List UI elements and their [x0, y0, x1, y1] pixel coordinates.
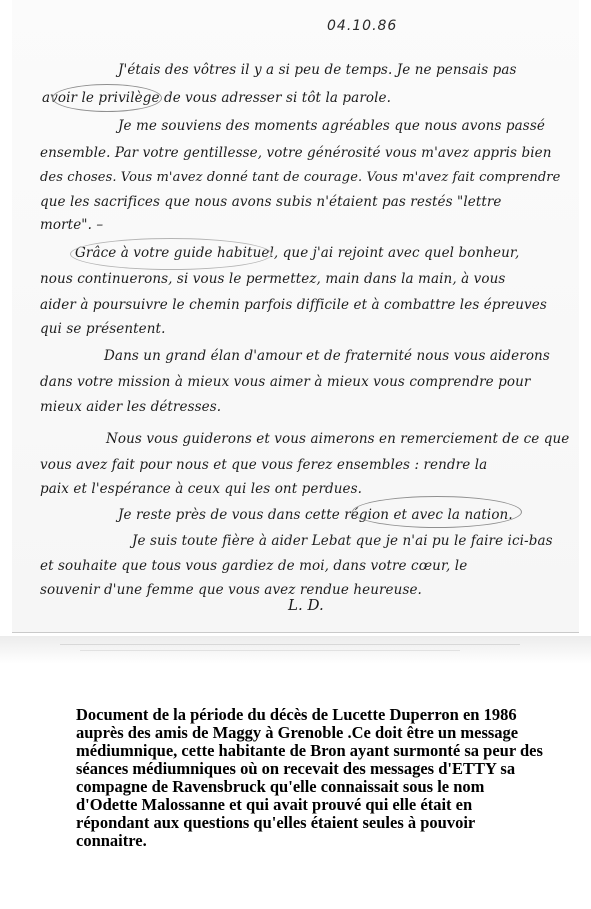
caption-line: connaitre.	[76, 831, 147, 850]
letter-line: Je reste près de vous dans cette région et avec la nation.	[118, 507, 513, 523]
letter-line: Je me souviens des moments agréables que nous avons passé	[118, 118, 545, 134]
letter-line: Je suis toute fière à aider Lebat que je n'ai pu le faire ici-bas	[132, 533, 553, 549]
letter-date: 04.10.86	[327, 18, 398, 34]
letter-line: paix et l'espérance à ceux qui les ont perdues.	[40, 481, 363, 497]
caption-line: Document de la période du décès de Lucette Duperron en 1986	[76, 705, 517, 724]
caption-line: médiumnique, cette habitante de Bron ayant surmonté sa peur des	[76, 741, 543, 760]
letter-line: avoir le privilège de vous adresser si tôt la parole.	[42, 90, 391, 106]
letter-line: dans votre mission à mieux vous aimer à mieux vous comprendre pour	[40, 374, 531, 390]
letter-line: vous avez fait pour nous et que vous ferez ensembles : rendre la	[40, 457, 488, 473]
handwritten-letter	[12, 0, 579, 633]
letter-line: Dans un grand élan d'amour et de fraternité nous vous aiderons	[104, 348, 550, 364]
scan-artifact-line	[80, 650, 460, 651]
letter-signature: L. D.	[288, 596, 324, 614]
letter-line: J'étais des vôtres il y a si peu de temps. Je ne pensais pas	[118, 62, 517, 78]
scan-bleed-through	[0, 636, 591, 664]
caption-line: d'Odette Malossanne et qui avait prouvé qui elle était en	[76, 795, 473, 814]
caption-line: compagne de Ravensbruck qu'elle connaissait sous le nom	[76, 777, 485, 796]
letter-line: Grâce à votre guide habituel, que j'ai rejoint avec quel bonheur,	[75, 245, 520, 261]
letter-line: aider à poursuivre le chemin parfois difficile et à combattre les épreuves	[40, 297, 547, 313]
caption-line: auprès des amis de Maggy à Grenoble .Ce doit être un message	[76, 723, 519, 742]
letter-line: ensemble. Par votre gentillesse, votre générosité vous m'avez appris bien	[40, 145, 552, 161]
letter-line: mieux aider les détresses.	[40, 399, 222, 415]
letter-line: et souhaite que tous vous gardiez de moi, dans votre cœur, le	[40, 558, 468, 574]
letter-line: morte". –	[40, 217, 104, 233]
letter-line: que les sacrifices que nous avons subis n'étaient pas restés "lettre	[40, 194, 502, 210]
caption-line: séances médiumniques où on recevait des messages d'ETTY sa	[76, 759, 516, 778]
letter-line: qui se présentent.	[40, 321, 166, 337]
document-caption	[76, 706, 576, 850]
scan-artifact-line	[60, 644, 520, 645]
letter-line: Nous vous guiderons et vous aimerons en remerciement de ce que	[106, 431, 570, 447]
letter-line: nous continuerons, si vous le permettez, main dans la main, à vous	[40, 271, 506, 287]
letter-line: souvenir d'une femme que vous avez rendue heureuse.	[40, 582, 422, 598]
caption-line: répondant aux questions qu'elles étaient seules à pouvoir	[76, 813, 476, 832]
letter-line: des choses. Vous m'avez donné tant de courage. Vous m'avez fait comprendre	[40, 170, 561, 185]
